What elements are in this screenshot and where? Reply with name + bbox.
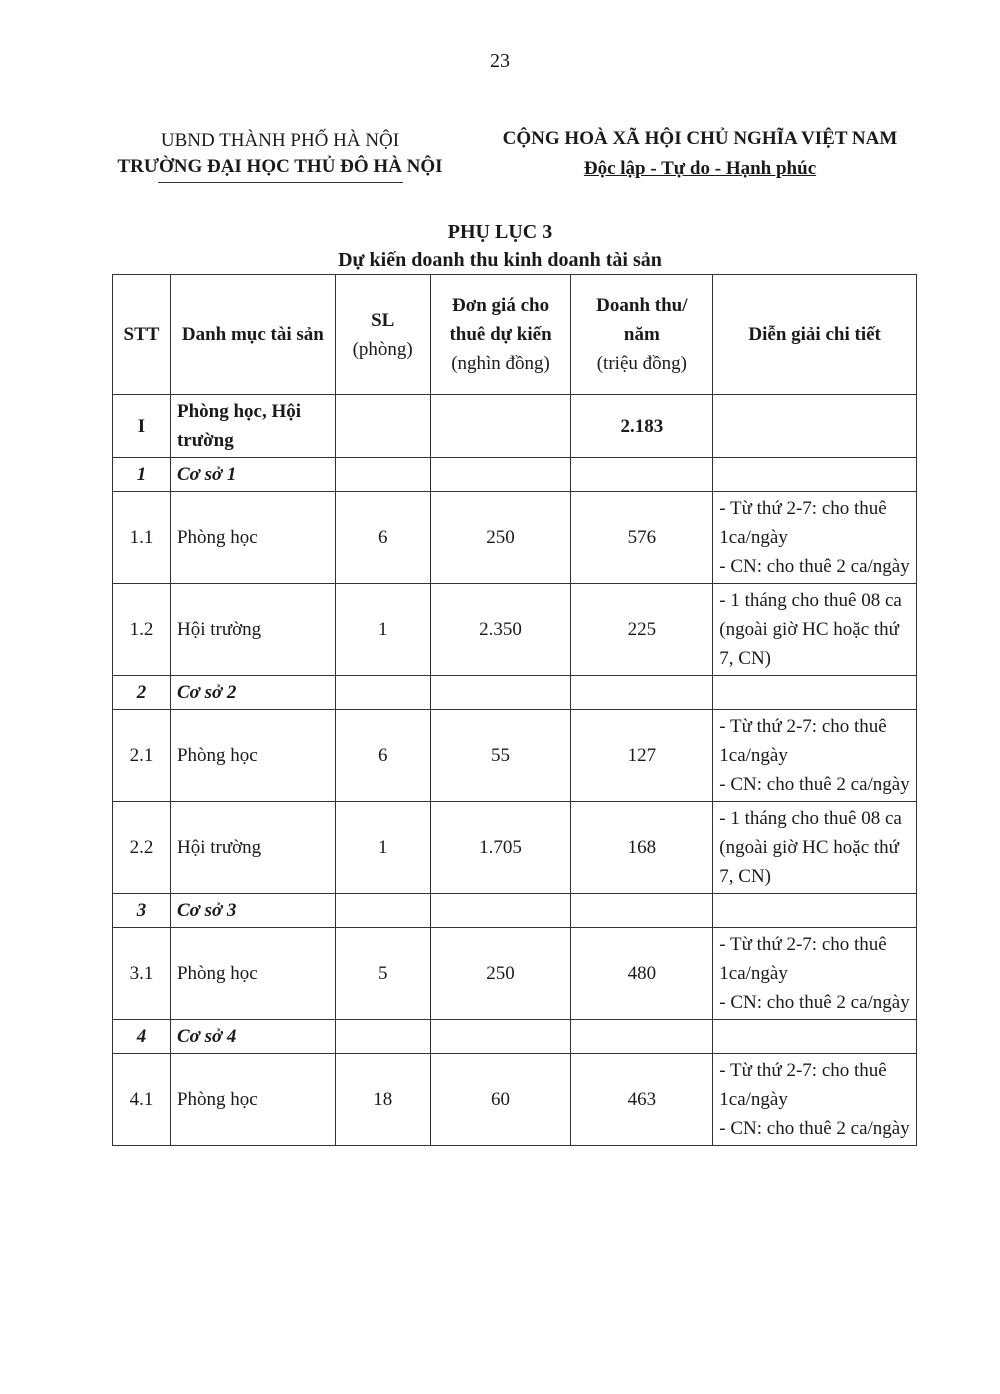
- revenue-table: [112, 274, 917, 1146]
- cell-name: Phòng học, Hội trường: [170, 395, 335, 458]
- table-row: [113, 492, 917, 584]
- cell-name: Phòng học: [170, 492, 335, 584]
- cell-name: Cơ sở 3: [170, 894, 335, 928]
- cell-revenue: 168: [571, 802, 713, 894]
- header-sl-label: SL: [371, 309, 395, 331]
- cell-price: [430, 676, 571, 710]
- section-row: [113, 676, 917, 710]
- cell-sl: [335, 1020, 430, 1054]
- cell-name: Cơ sở 1: [170, 458, 335, 492]
- cell-price: 1.705: [430, 802, 571, 894]
- table-row: [113, 1054, 917, 1146]
- section-row: [113, 1020, 917, 1054]
- cell-revenue: 2.183: [571, 395, 713, 458]
- cell-revenue: [571, 1020, 713, 1054]
- header-stt: STT: [113, 275, 171, 395]
- group-row: [113, 395, 917, 458]
- detail-line: - CN: cho thuê 2 ca/ngày: [719, 1118, 910, 1139]
- cell-detail: [713, 894, 917, 928]
- cell-stt: 3: [113, 894, 171, 928]
- cell-revenue: [571, 676, 713, 710]
- cell-stt: 1.1: [113, 492, 171, 584]
- table-row: [113, 710, 917, 802]
- cell-price: 250: [430, 928, 571, 1020]
- divider: [158, 182, 403, 183]
- cell-revenue: 480: [571, 928, 713, 1020]
- header-item: Danh mục tài sản: [170, 275, 335, 395]
- cell-revenue: 225: [571, 584, 713, 676]
- header-right: [470, 124, 930, 184]
- header-detail: Diễn giải chi tiết: [713, 275, 917, 395]
- cell-price: 250: [430, 492, 571, 584]
- national-motto: Độc lập - Tự do - Hạnh phúc: [583, 158, 817, 179]
- cell-sl: 1: [335, 802, 430, 894]
- cell-detail: [713, 802, 917, 894]
- header-price: [430, 275, 571, 395]
- document-title: [0, 218, 1000, 274]
- cell-detail: [713, 458, 917, 492]
- cell-sl: 6: [335, 710, 430, 802]
- cell-stt: 1.2: [113, 584, 171, 676]
- detail-line: - Từ thứ 2-7: cho thuê 1ca/ngày: [719, 1060, 887, 1110]
- cell-name: Hội trường: [170, 584, 335, 676]
- detail-line: - CN: cho thuê 2 ca/ngày: [719, 992, 910, 1013]
- cell-revenue: [571, 894, 713, 928]
- detail-line: - 1 tháng cho thuê 08 ca (ngoài giờ HC hoặc thứ 7, CN): [719, 808, 902, 887]
- cell-detail: [713, 1054, 917, 1146]
- cell-detail: [713, 928, 917, 1020]
- cell-name: Hội trường: [170, 802, 335, 894]
- cell-stt: 4: [113, 1020, 171, 1054]
- national-title: CỘNG HOÀ XÃ HỘI CHỦ NGHĨA VIỆT NAM: [502, 128, 898, 149]
- cell-detail: [713, 676, 917, 710]
- header-revenue: [571, 275, 713, 395]
- cell-revenue: [571, 458, 713, 492]
- cell-price: 60: [430, 1054, 571, 1146]
- detail-line: - CN: cho thuê 2 ca/ngày: [719, 774, 910, 795]
- cell-detail: [713, 710, 917, 802]
- section-row: [113, 458, 917, 492]
- cell-detail: [713, 395, 917, 458]
- page-number: 23: [490, 50, 510, 72]
- cell-sl: [335, 676, 430, 710]
- cell-stt: 4.1: [113, 1054, 171, 1146]
- cell-sl: [335, 395, 430, 458]
- detail-line: - 1 tháng cho thuê 08 ca (ngoài giờ HC hoặc thứ 7, CN): [719, 590, 902, 669]
- school-name: TRƯỜNG ĐẠI HỌC THỦ ĐÔ HÀ NỘI: [117, 156, 443, 177]
- header-row: [113, 275, 917, 395]
- cell-name: Phòng học: [170, 928, 335, 1020]
- cell-detail: [713, 1020, 917, 1054]
- cell-stt: I: [113, 395, 171, 458]
- table-row: [113, 802, 917, 894]
- authority-name: UBND THÀNH PHỐ HÀ NỘI: [160, 130, 400, 151]
- appendix-title: PHỤ LỤC 3: [447, 221, 553, 243]
- detail-line: - Từ thứ 2-7: cho thuê 1ca/ngày: [719, 934, 887, 984]
- appendix-subtitle: Dự kiến doanh thu kinh doanh tài sản: [338, 249, 662, 271]
- cell-sl: 5: [335, 928, 430, 1020]
- section-row: [113, 894, 917, 928]
- cell-price: 2.350: [430, 584, 571, 676]
- table-row: [113, 928, 917, 1020]
- cell-stt: 2.2: [113, 802, 171, 894]
- table-row: [113, 584, 917, 676]
- header-price-unit: (nghìn đồng): [451, 353, 550, 374]
- cell-name: Phòng học: [170, 710, 335, 802]
- header-revenue-label: Doanh thu/ năm: [596, 295, 688, 345]
- cell-price: [430, 894, 571, 928]
- header-revenue-unit: (triệu đồng): [596, 353, 687, 374]
- detail-line: - Từ thứ 2-7: cho thuê 1ca/ngày: [719, 716, 887, 766]
- header-price-label: Đơn giá cho thuê dự kiến: [449, 295, 552, 345]
- cell-detail: [713, 584, 917, 676]
- cell-name: Cơ sở 2: [170, 676, 335, 710]
- cell-sl: 18: [335, 1054, 430, 1146]
- cell-name: Phòng học: [170, 1054, 335, 1146]
- detail-line: - Từ thứ 2-7: cho thuê 1ca/ngày: [719, 498, 887, 548]
- cell-stt: 3.1: [113, 928, 171, 1020]
- header-left: [90, 128, 470, 183]
- cell-revenue: 463: [571, 1054, 713, 1146]
- cell-price: [430, 395, 571, 458]
- cell-sl: 6: [335, 492, 430, 584]
- header-sl-unit: (phòng): [352, 338, 413, 360]
- cell-sl: 1: [335, 584, 430, 676]
- cell-sl: [335, 894, 430, 928]
- header-sl: [335, 275, 430, 395]
- cell-sl: [335, 458, 430, 492]
- cell-price: [430, 458, 571, 492]
- cell-revenue: 127: [571, 710, 713, 802]
- cell-price: [430, 1020, 571, 1054]
- cell-revenue: 576: [571, 492, 713, 584]
- cell-name: Cơ sở 4: [170, 1020, 335, 1054]
- cell-stt: 2.1: [113, 710, 171, 802]
- cell-stt: 2: [113, 676, 171, 710]
- cell-stt: 1: [113, 458, 171, 492]
- cell-price: 55: [430, 710, 571, 802]
- detail-line: - CN: cho thuê 2 ca/ngày: [719, 556, 910, 577]
- cell-detail: [713, 492, 917, 584]
